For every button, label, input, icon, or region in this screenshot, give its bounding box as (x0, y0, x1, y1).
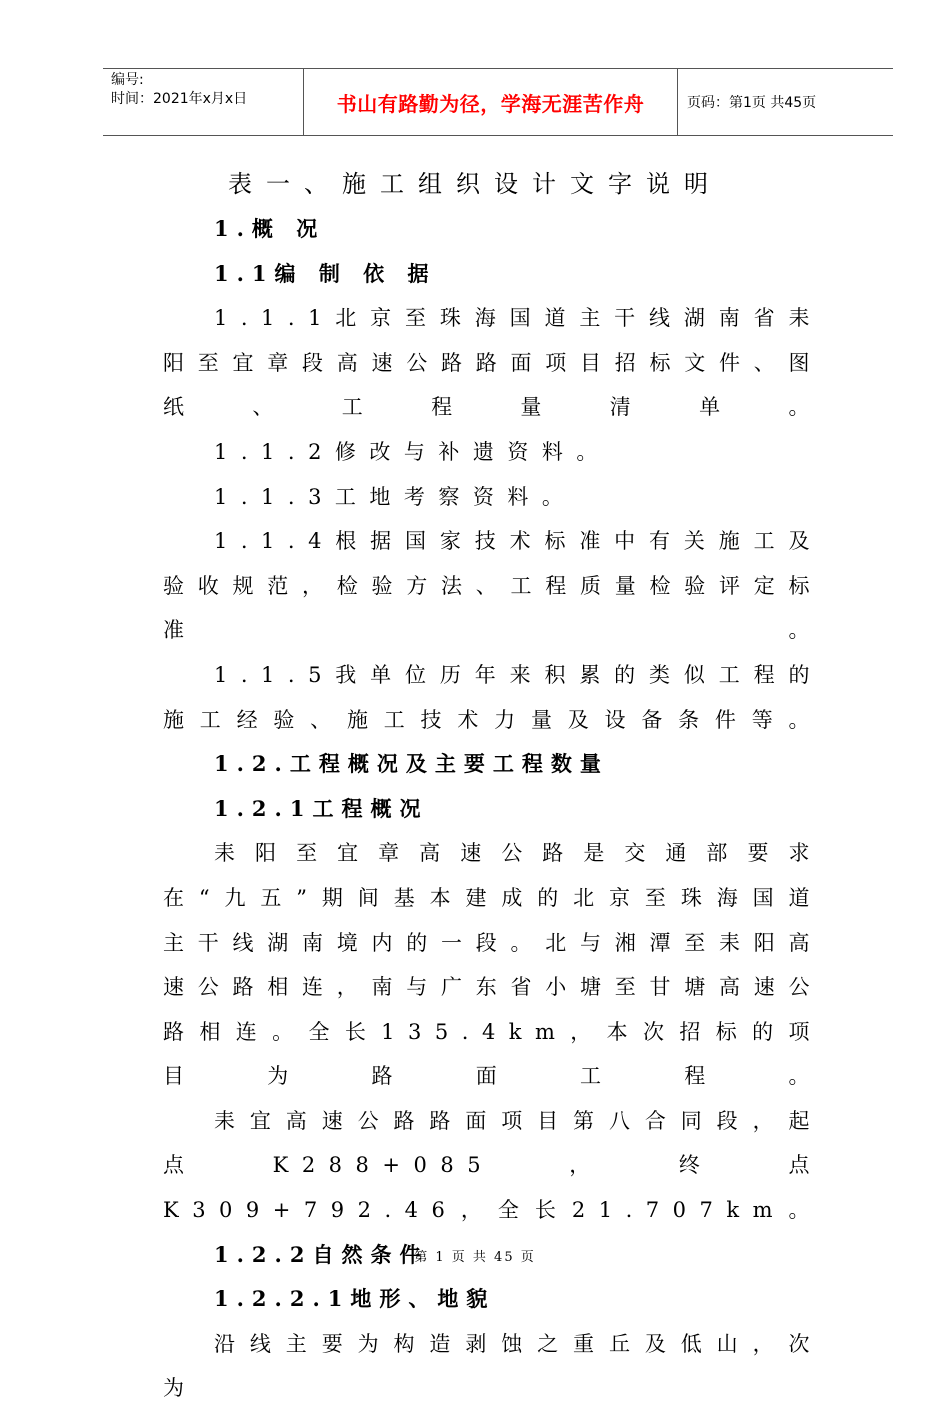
page-footer: 第 1 页 共 45 页 (414, 1250, 536, 1265)
page-header (103, 68, 893, 136)
page-code: 页码：第1页 共45页 (687, 95, 817, 111)
header-left-cell (103, 69, 304, 135)
body-paragraph: 1.1.4根据国家技术标准中有关施工及验收规范，检验方法、工程质量检验评定标准。 (163, 529, 823, 643)
section-heading: 1.1编 制 依 据 (214, 260, 437, 286)
section-heading: 1.2.1工程概况 (214, 795, 429, 821)
document-body (163, 207, 823, 1411)
body-paragraph: 沿线主要为构造剥蚀之重丘及低山，次为 (163, 1331, 823, 1401)
document-title: 表一、施工组织设计文字说明 (228, 170, 722, 198)
body-paragraph: 1.1.1北京至珠海国道主干线湖南省耒阳至宜章段高速公路路面项目招标文件、图纸、工程量清单。 (163, 306, 823, 420)
time-label: 时间：2021年x月x日 (111, 91, 248, 107)
body-paragraph: 1.1.2修改与补遗资料。 (214, 439, 611, 464)
section-heading: 1.2.2自然条件 (214, 1241, 429, 1267)
body-paragraph: 耒阳至宜章高速公路是交通部要求在“九五”期间基本建成的北京至珠海国道主干线湖南境内的一段。北与湘潭至耒阳高速公路相连，南与广东省小塘至甘塘高速公路相连。全长135.4km，本次招标的项目为路面工程。 (163, 841, 823, 1089)
section-heading: 1.概 况 (214, 216, 326, 241)
section-heading: 1.2.2.1地形、地貌 (214, 1286, 496, 1312)
number-label: 编号: (111, 72, 144, 88)
body-paragraph: 耒宜高速公路路面项目第八合同段，起点K288+085，终点K309+792.46，全长21.707km。 (163, 1108, 823, 1223)
body-paragraph: 1.1.5我单位历年来积累的类似工程的施工经验、施工技术力量及设备条件等。 (163, 662, 823, 732)
motto: 书山有路勤为径，学海无涯苦作舟 (304, 69, 678, 135)
section-heading: 1.2.工程概况及主要工程数量 (214, 751, 609, 777)
body-paragraph: 1.1.3工地考察资料。 (214, 484, 577, 509)
